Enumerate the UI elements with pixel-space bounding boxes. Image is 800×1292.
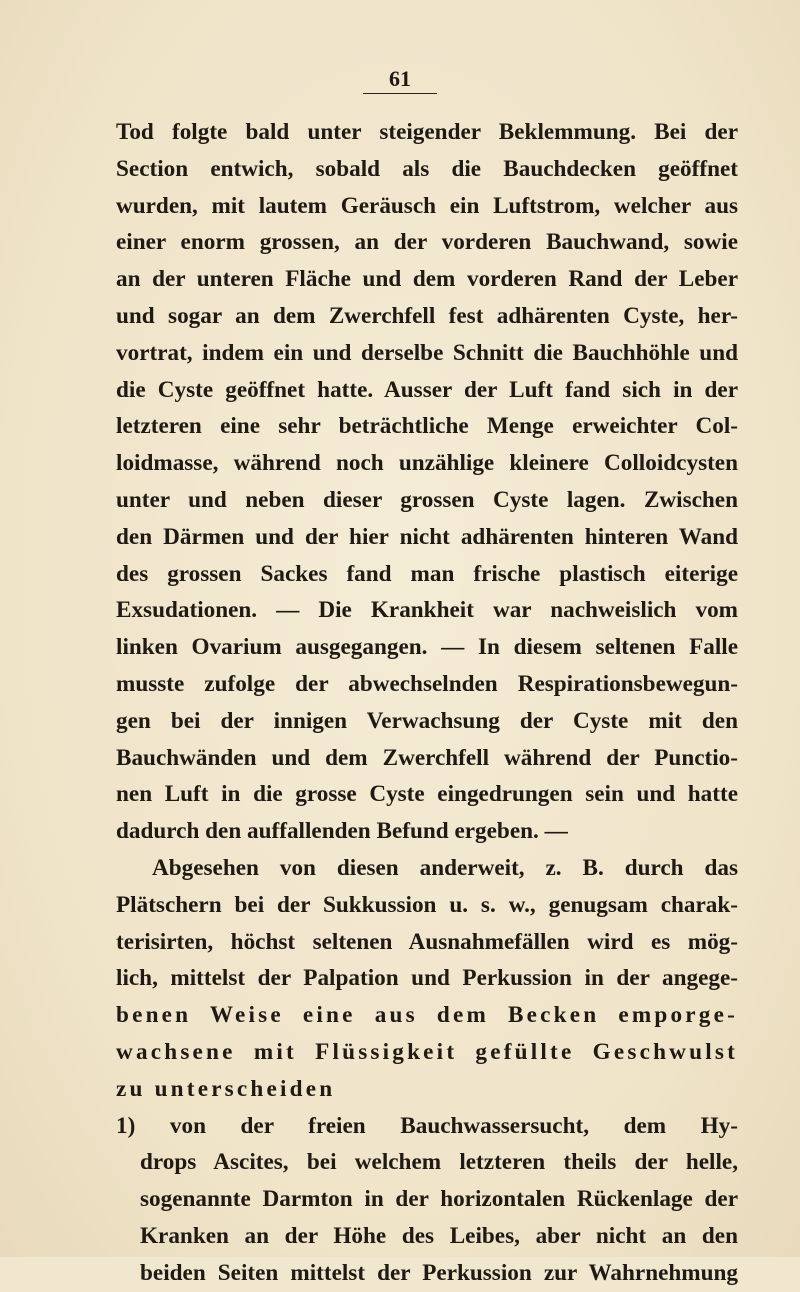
text-line: den Därmen und der hier nicht adhärenten hinteren Wand xyxy=(116,523,738,550)
text-line: letzteren eine sehr beträchtliche Menge erweichter Col- xyxy=(116,413,738,440)
text-line: Tod folgte bald unter steigender Beklemmung. Bei der xyxy=(116,119,738,145)
text-line: Kranken an der Höhe des Leibes, aber nicht an den xyxy=(140,1222,738,1249)
text-line: Abgesehen von diesen anderweit, z. B. durch das xyxy=(152,854,738,881)
text-line: 1) von der freien Bauchwassersucht, dem Hy- xyxy=(116,1112,738,1139)
text-line: benen Weise eine aus dem Becken emporge- xyxy=(116,1002,738,1029)
text-line: Exsudationen. — Die Krankheit war nachweislich vom xyxy=(116,597,738,624)
text-line: an der unteren Fläche und dem vorderen Rand der Leber xyxy=(116,266,738,293)
text-line: linken Ovarium ausgegangen. — In diesem seltenen Falle xyxy=(116,634,738,661)
page-number: 61 xyxy=(0,66,800,94)
text-line: Bauchwänden und dem Zwerchfell während der Punctio- xyxy=(116,744,738,771)
text-line: und sogar an dem Zwerchfell fest adhärenten Cyste, her- xyxy=(116,302,738,329)
text-line: beiden Seiten mittelst der Perkussion zur Wahrnehmung xyxy=(140,1259,738,1286)
text-line: wurden, mit lautem Geräusch ein Luftstrom, welcher aus xyxy=(116,192,738,219)
text-line: vortrat, indem ein und derselbe Schnitt die Bauchhöhle und xyxy=(116,339,738,366)
text-line: loidmasse, während noch unzählige kleinere Colloidcysten xyxy=(116,450,738,477)
text-line: unter und neben dieser grossen Cyste lagen. Zwischen xyxy=(116,486,738,513)
text-line: drops Ascites, bei welchem letzteren theils der helle, xyxy=(140,1149,738,1176)
body-text xyxy=(116,114,738,1292)
text-line: die Cyste geöffnet hatte. Ausser der Luft fand sich in der xyxy=(116,376,738,403)
text-line: nen Luft in die grosse Cyste eingedrungen sein und hatte xyxy=(116,781,738,808)
text-line: lich, mittelst der Palpation und Perkussion in der angege- xyxy=(116,965,738,992)
text-line: musste zufolge der abwechselnden Respirationsbewegun- xyxy=(116,670,738,697)
text-line: einer enorm grossen, an der vorderen Bauchwand, sowie xyxy=(116,229,738,256)
text-line: Plätschern bei der Sukkussion u. s. w., genugsam charak- xyxy=(116,891,738,918)
text-line: des grossen Sackes fand man frische plastisch eiterige xyxy=(116,560,738,587)
text-line: terisirten, höchst seltenen Ausnahmefällen wird es mög- xyxy=(116,928,738,955)
text-line: Section entwich, sobald als die Bauchdecken geöffnet xyxy=(116,155,738,182)
text-line: sogenannte Darmton in der horizontalen Rückenlage der xyxy=(140,1186,738,1213)
text-line: wachsene mit Flüssigkeit gefüllte Geschwulst xyxy=(116,1038,738,1065)
text-line: dadurch den auffallenden Befund ergeben. — xyxy=(116,818,568,845)
text-line: zu unterscheiden xyxy=(116,1075,336,1102)
text-line: gen bei der innigen Verwachsung der Cyste mit den xyxy=(116,707,738,734)
